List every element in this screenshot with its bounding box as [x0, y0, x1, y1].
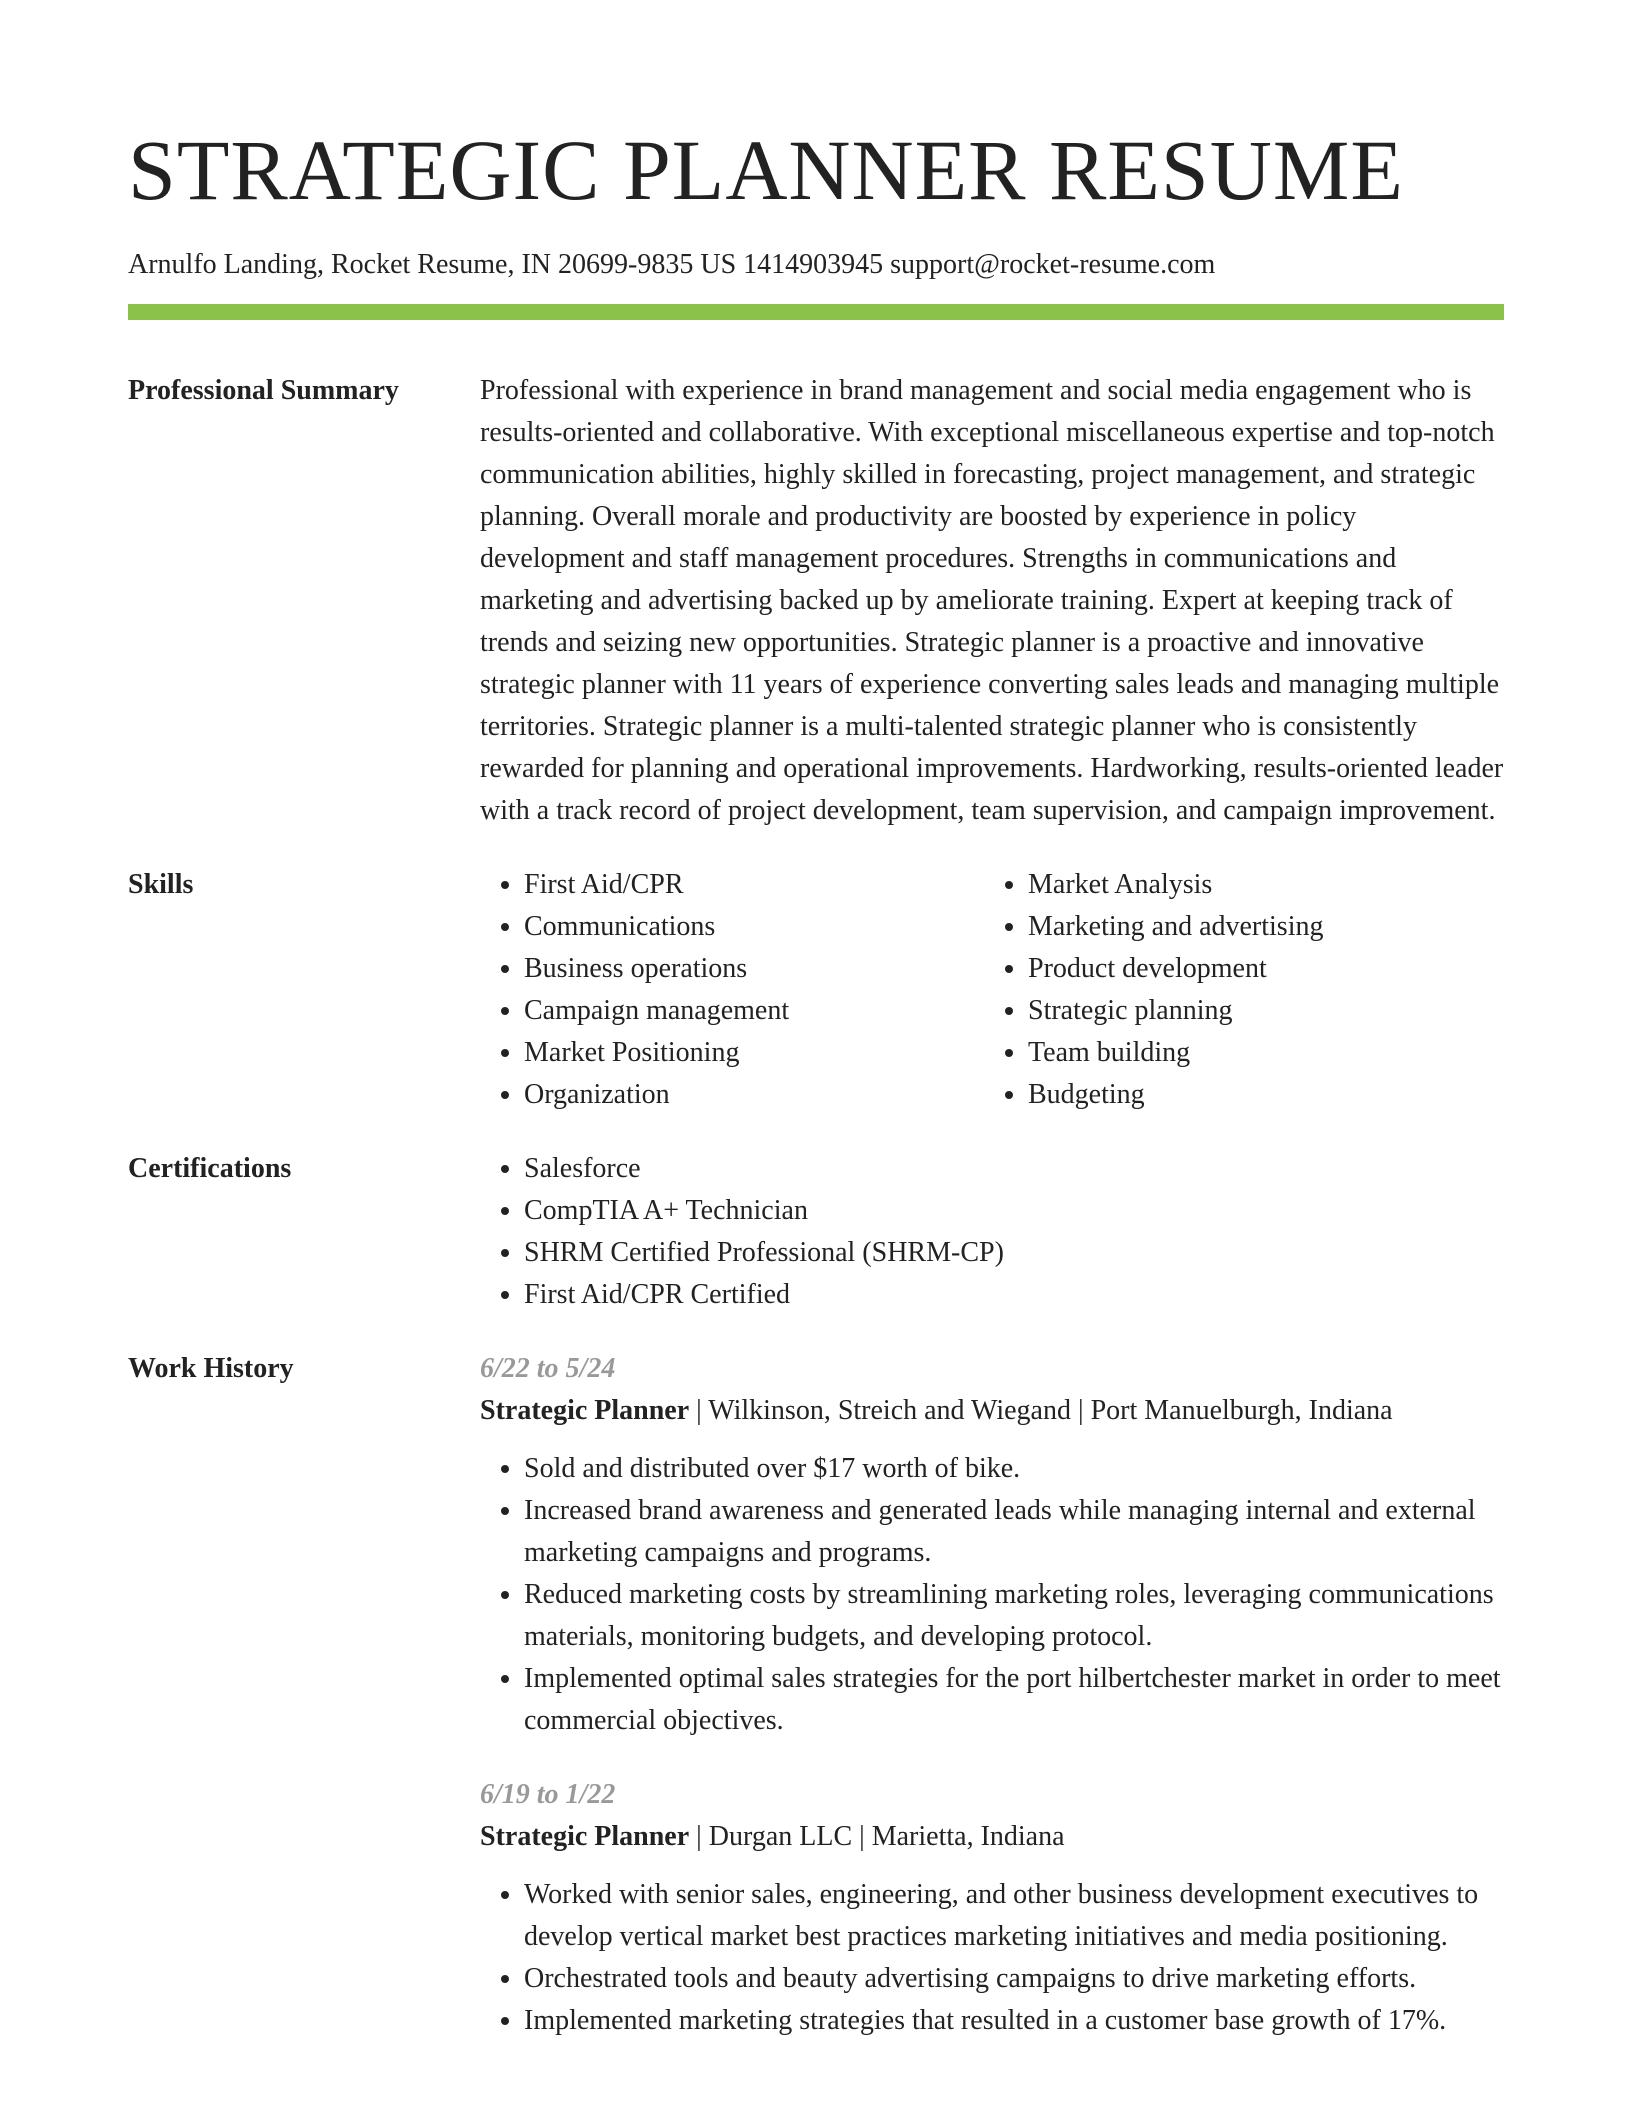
job-bullets: [480, 1448, 1504, 1742]
header-divider: [128, 304, 1504, 320]
summary-text: Professional with experience in brand management and social media engagement who is results-oriented and collaborative. With exceptional miscellaneous expertise and top-notch communication abilities, highly skilled in forecasting, project management, and strategic planning. Overall morale and productivity are boosted by experience in policy development and staff management procedures. Strengths in communications and marketing and advertising backed up by ameliorate training. Expert at keeping track of trends and seizing new opportunities. Strategic planner is a proactive and innovative strategic planner with 11 years of experience converting sales leads and managing multiple territories. Strategic planner is a multi-talented strategic planner who is consistently rewarded for planning and operational improvements. Hardworking, results-oriented leader with a track record of project development, team supervision, and campaign improvement.: [480, 375, 1504, 826]
skills-list-left: [480, 864, 984, 1116]
skill-item: • Campaign management: [524, 990, 984, 1032]
contact-line: Arnulfo Landing, Rocket Resume, IN 20699-9835 US 1414903945 support@rocket-resume.com: [128, 249, 1216, 280]
certification-item: • CompTIA A+ Technician: [524, 1190, 1504, 1232]
work-history-section: [128, 1348, 1504, 2042]
work-history-body: [480, 1348, 1504, 2042]
job-bullet: • Implemented marketing strategies that resulted in a customer base growth of 17%.: [524, 2000, 1504, 2042]
skills-column-right: [984, 864, 1488, 1116]
skills-column-left: [480, 864, 984, 1116]
skill-item: • Budgeting: [1028, 1074, 1488, 1116]
skill-item: • Organization: [524, 1074, 984, 1116]
job-dates: 6/19 to 1/22: [480, 1779, 616, 1810]
job-bullet: • Sold and distributed over $17 worth of bike.: [524, 1448, 1504, 1490]
section-label-certifications: Certifications: [128, 1153, 292, 1184]
certification-item: • First Aid/CPR Certified: [524, 1274, 1504, 1316]
job-bullets: [480, 1874, 1504, 2042]
skill-item: • Market Positioning: [524, 1032, 984, 1074]
job-title: Strategic Planner: [480, 1395, 690, 1426]
skill-item: • Team building: [1028, 1032, 1488, 1074]
resume-title: STRATEGIC PLANNER RESUME: [128, 122, 1404, 218]
skills-columns: [480, 864, 1504, 1116]
job-bullet: • Orchestrated tools and beauty advertising campaigns to drive marketing efforts.: [524, 1958, 1504, 2000]
skill-item: • Marketing and advertising: [1028, 906, 1488, 948]
skill-item: • First Aid/CPR: [524, 864, 984, 906]
job-heading: [480, 1816, 1504, 1858]
skills-section: [128, 864, 1504, 1116]
job-dates: 6/22 to 5/24: [480, 1353, 616, 1384]
job-bullet: • Implemented optimal sales strategies for the port hilbertchester market in order to meet commercial objectives.: [524, 1658, 1504, 1742]
skill-item: • Communications: [524, 906, 984, 948]
skill-item: • Business operations: [524, 948, 984, 990]
job-bullet: • Increased brand awareness and generated leads while managing internal and external marketing campaigns and programs.: [524, 1490, 1504, 1574]
skills-list-right: [984, 864, 1488, 1116]
certifications-list: [480, 1148, 1504, 1316]
job-heading: [480, 1390, 1504, 1432]
job-bullet: • Reduced marketing costs by streamlining marketing roles, leveraging communications materials, monitoring budgets, and developing protocol.: [524, 1574, 1504, 1658]
professional-summary-section: [128, 370, 1504, 832]
skill-item: • Strategic planning: [1028, 990, 1488, 1032]
section-label-work-history: Work History: [128, 1353, 294, 1384]
certification-item: • SHRM Certified Professional (SHRM-CP): [524, 1232, 1504, 1274]
job-title: Strategic Planner: [480, 1821, 690, 1852]
job-entry: [480, 1348, 1504, 1742]
job-entry: [480, 1774, 1504, 2042]
section-label-skills: Skills: [128, 869, 194, 900]
certification-item: • Salesforce: [524, 1148, 1504, 1190]
job-bullet: • Worked with senior sales, engineering, and other business development executives to develop vertical market best practices marketing initiatives and media positioning.: [524, 1874, 1504, 1958]
certifications-body: [480, 1148, 1504, 1316]
job-employer-location: | Durgan LLC | Marietta, Indiana: [689, 1821, 1065, 1852]
job-employer-location: | Wilkinson, Streich and Wiegand | Port Manuelburgh, Indiana: [689, 1395, 1393, 1426]
skill-item: • Market Analysis: [1028, 864, 1488, 906]
certifications-section: [128, 1148, 1504, 1316]
section-label-summary: Professional Summary: [128, 375, 399, 406]
skills-body: [480, 864, 1504, 1116]
skill-item: • Product development: [1028, 948, 1488, 990]
resume-page: [128, 0, 1504, 2042]
